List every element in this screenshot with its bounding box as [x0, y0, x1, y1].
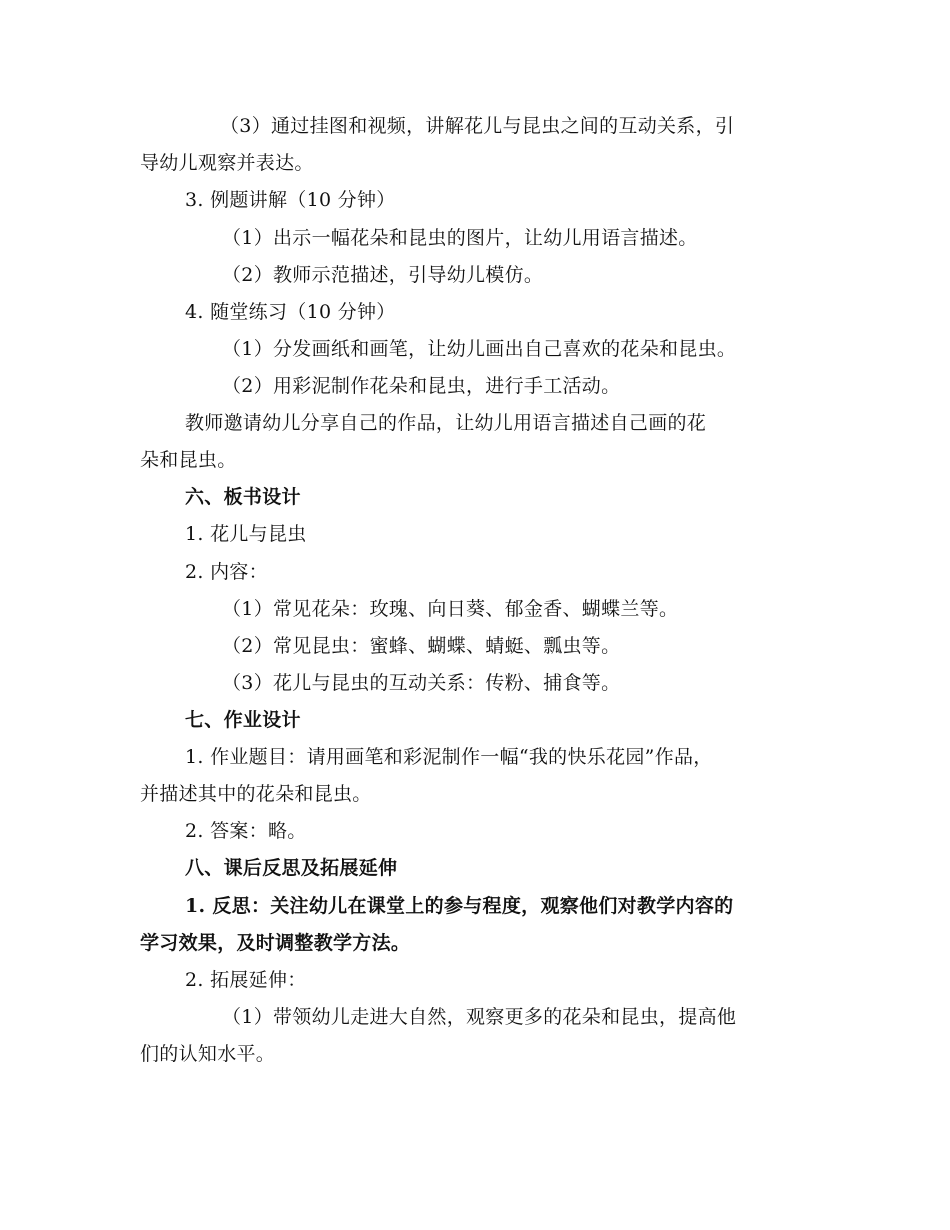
sub-list-item: （2）教师示范描述，引导幼儿模仿。	[222, 264, 544, 286]
list-item-bold: 1. 反思：关注幼儿在课堂上的参与程度，观察他们对教学内容的	[185, 895, 734, 917]
sub-list-item: （1）分发画纸和画笔，让幼儿画出自己喜欢的花朵和昆虫。	[222, 338, 737, 360]
section-heading-reflection: 八、课后反思及拓展延伸	[185, 857, 398, 879]
paragraph-line: （3）通过挂图和视频，讲解花儿与昆虫之间的互动关系，引	[220, 115, 735, 137]
list-item: 1. 作业题目：请用画笔和彩泥制作一幅“我的快乐花园”作品，	[185, 746, 713, 768]
list-item: 2. 答案：略。	[185, 820, 307, 842]
paragraph-line: 并描述其中的花朵和昆虫。	[140, 783, 372, 805]
paragraph-line: 朵和昆虫。	[140, 449, 237, 471]
sub-list-item: （1）带领幼儿走进大自然，观察更多的花朵和昆虫，提高他	[222, 1006, 737, 1028]
list-item: 3. 例题讲解（10 分钟）	[185, 189, 396, 211]
sub-list-item: （2）常见昆虫：蜜蜂、蝴蝶、蜻蜓、瓢虫等。	[222, 635, 621, 657]
list-item: 2. 拓展延伸：	[185, 969, 307, 991]
paragraph-line: 们的认知水平。	[140, 1043, 276, 1065]
list-item: 1. 花儿与昆虫	[185, 523, 307, 545]
sub-list-item: （1）出示一幅花朵和昆虫的图片，让幼儿用语言描述。	[222, 227, 698, 249]
list-item: 4. 随堂练习（10 分钟）	[185, 301, 396, 323]
paragraph-line: 导幼儿观察并表达。	[140, 152, 314, 174]
paragraph-line-bold: 学习效果，及时调整教学方法。	[140, 932, 411, 954]
sub-list-item: （3）花儿与昆虫的互动关系：传粉、捕食等。	[222, 672, 621, 694]
sub-list-item: （2）用彩泥制作花朵和昆虫，进行手工活动。	[222, 375, 621, 397]
section-heading-homework: 七、作业设计	[185, 709, 301, 731]
sub-list-item: （1）常见花朵：玫瑰、向日葵、郁金香、蝴蝶兰等。	[222, 598, 679, 620]
section-heading-board-design: 六、板书设计	[185, 486, 301, 508]
paragraph-line: 教师邀请幼儿分享自己的作品，让幼儿用语言描述自己画的花	[185, 412, 707, 434]
list-item: 2. 内容：	[185, 561, 268, 583]
